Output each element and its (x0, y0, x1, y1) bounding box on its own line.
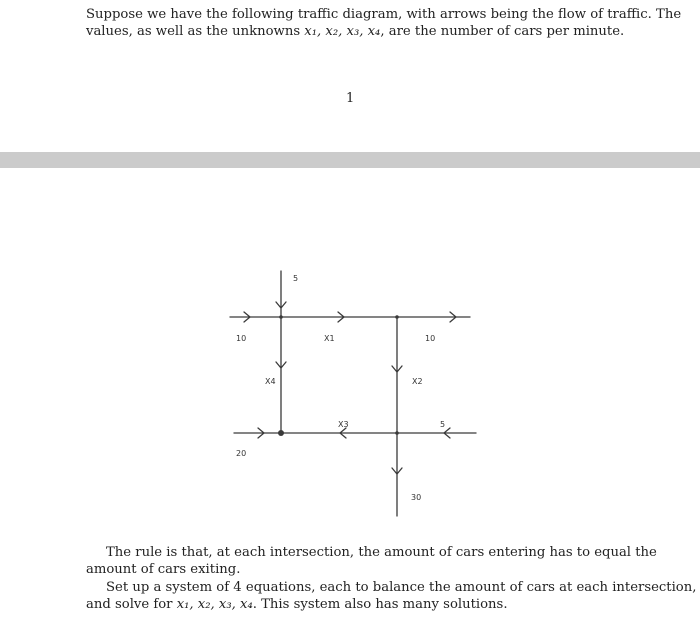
task-line-2-end: . This system also has many solutions. (252, 597, 508, 612)
page-number: 1 (346, 91, 355, 106)
task-line-2-start: and solve for (86, 597, 177, 612)
intro-line-2-end: , are the number of cars per minute. (380, 24, 625, 39)
intro-line-2-start: values, as well as the unknowns (86, 24, 305, 39)
label-left-bottom-inflow: 20 (236, 449, 247, 458)
rule-line-2: amount of cars exiting. (86, 562, 241, 577)
label-right-bottom-inflow: 5 (440, 420, 446, 429)
task-unknowns: x₁, x₂, x₃, x₄ (176, 597, 253, 612)
intersection-bottom-left (278, 430, 284, 436)
label-right-top-outflow: 10 (425, 334, 436, 343)
label-x1: X1 (324, 334, 335, 343)
label-bottom-outflow: 30 (411, 493, 422, 502)
rule-line-1: The rule is that, at each intersection, the amount of cars entering has to equal the (106, 545, 657, 560)
label-x2: X2 (412, 377, 423, 386)
task-line-2 (86, 596, 508, 613)
label-x4: X4 (265, 377, 276, 386)
label-left-top-inflow: 10 (236, 334, 247, 343)
label-x3: X3 (338, 420, 349, 429)
intersection-top-right (395, 315, 399, 319)
intersection-bottom-right (395, 431, 399, 435)
intro-unknowns: x₁, x₂, x₃, x₄ (304, 24, 381, 39)
task-line-1: Set up a system of 4 equations, each to balance the amount of cars at each intersection, (106, 580, 697, 595)
label-top-inflow: 5 (293, 274, 299, 283)
intersection-top-left (279, 315, 283, 319)
intro-line-1: Suppose we have the following traffic diagram, with arrows being the flow of traffic. The (86, 7, 682, 22)
